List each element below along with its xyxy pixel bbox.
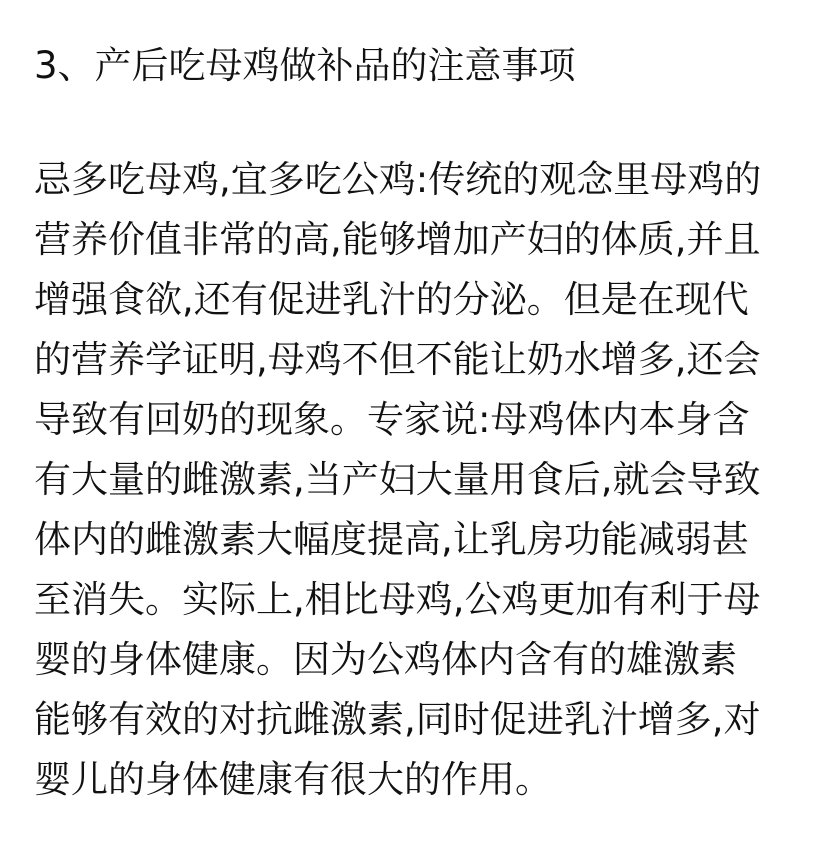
body-line: 能够有效的对抗雌激素,同时促进乳汁增多,对: [34, 698, 761, 741]
body-line: 增强食欲,还有促进乳汁的分泌。但是在现代: [34, 278, 749, 321]
body-line: 体内的雌激素大幅度提高,让乳房功能减弱甚: [34, 518, 749, 561]
body-line: 营养价值非常的高,能够增加产妇的体质,并且: [34, 218, 761, 261]
body-line: 忌多吃母鸡,宜多吃公鸡:传统的观念里母鸡的: [34, 158, 762, 201]
body-line: 至消失。实际上,相比母鸡,公鸡更加有利于母: [34, 578, 761, 621]
article-body: [34, 150, 761, 810]
body-line: 婴的身体健康。因为公鸡体内含有的雄激素: [34, 638, 737, 681]
body-line: 有大量的雌激素,当产妇大量用食后,就会导致: [34, 458, 761, 501]
body-line: 婴儿的身体健康有很大的作用。: [34, 758, 552, 801]
body-line: 的营养学证明,母鸡不但不能让奶水增多,还会: [34, 338, 761, 381]
section-heading: 3、产后吃母鸡做补品的注意事项: [34, 44, 576, 87]
body-line: 导致有回奶的现象。专家说:母鸡体内本身含: [34, 398, 750, 441]
